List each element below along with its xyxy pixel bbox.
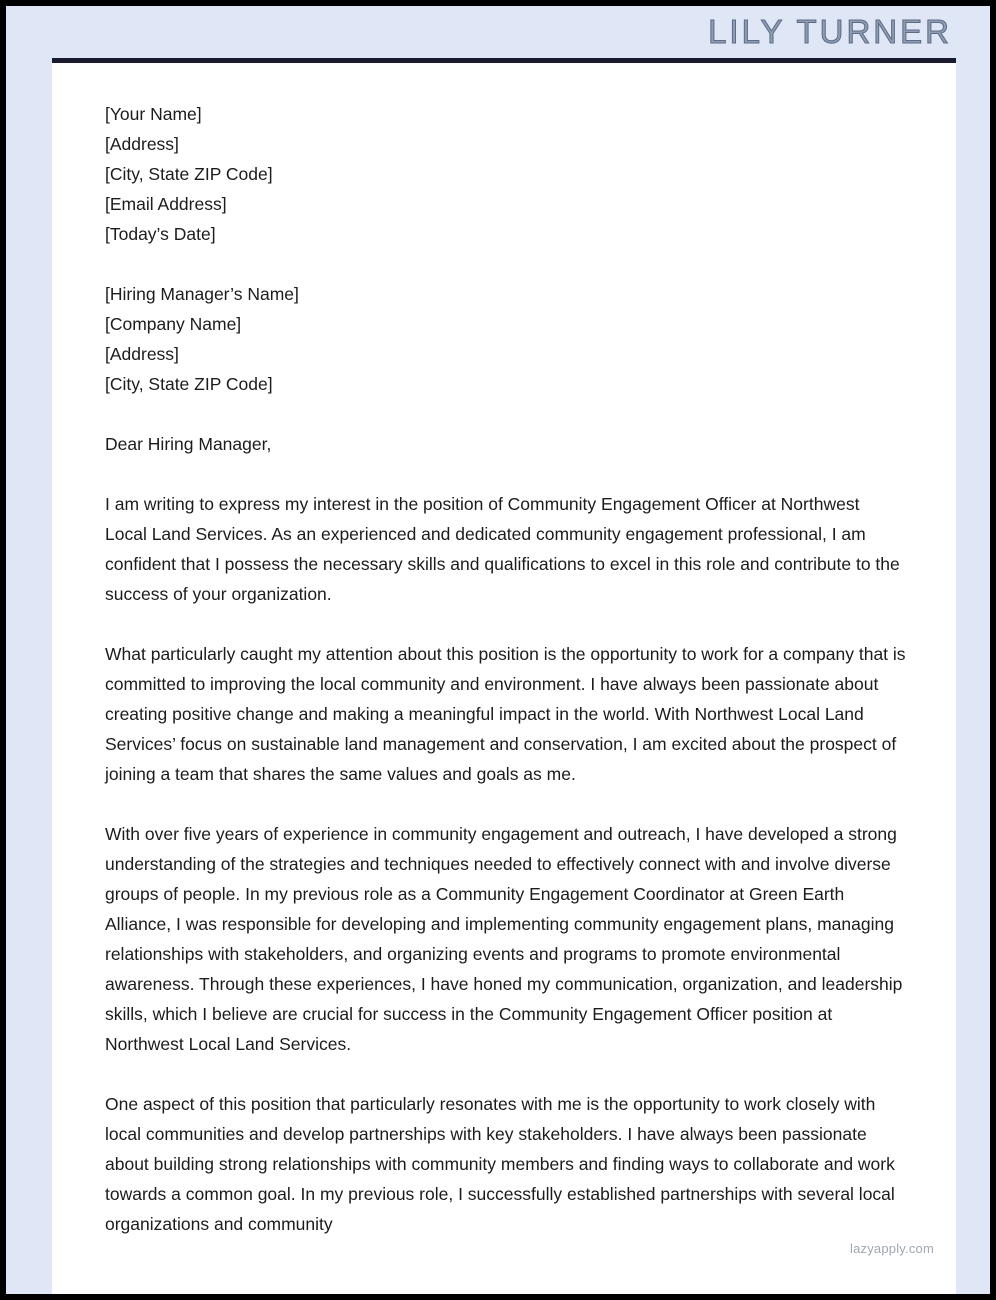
recipient-address-block xyxy=(105,279,906,399)
letter-paragraph: One aspect of this position that particularly resonates with me is the opportunity to work closely with local communities and develop partnerships with key stakeholders. I have always been passionate about building strong relationships with community members and finding ways to collaborate and work towards a common goal. In my previous role, I successfully established partnerships with several local organizations and community xyxy=(105,1094,895,1234)
letter-paragraph: With over five years of experience in community engagement and outreach, I have developed a strong understanding of the strategies and techniques needed to effectively connect with and involve diverse groups of people. In my previous role as a Community Engagement Coordinator at Green Earth Alliance, I was responsible for developing and implementing community engagement plans, managing relationships with stakeholders, and organizing events and programs to promote environmental awareness. Through these experiences, I have honed my communication, organization, and leadership skills, which I believe are crucial for success in the Community Engagement Officer position at Northwest Local Land Services. xyxy=(105,824,903,1054)
sender-line: [City, State ZIP Code] xyxy=(105,164,273,184)
letter-paragraph: What particularly caught my attention about this position is the opportunity to work for a company that is committed to improving the local community and environment. I have always been passionate about creating positive change and making a meaningful impact in the world. With Northwest Local Land Services’ focus on sustainable land management and conservation, I am excited about the prospect of joining a team that shares the same values and goals as me. xyxy=(105,644,906,784)
document-header xyxy=(6,6,996,58)
sender-line: [Today’s Date] xyxy=(105,224,216,244)
watermark: lazyapply.com xyxy=(849,1241,934,1256)
salutation: Dear Hiring Manager, xyxy=(105,434,272,454)
sender-address-block xyxy=(105,99,906,249)
candidate-name: LILY TURNER xyxy=(708,13,952,50)
sender-line: [Email Address] xyxy=(105,194,227,214)
letter-paragraph: I am writing to express my interest in the position of Community Engagement Officer at Northwest Local Land Services. As an experienced and dedicated community engagement professional, I am confident that I possess the necessary skills and qualifications to excel in this role and contribute to the success of your organization. xyxy=(105,494,900,604)
recipient-line: [City, State ZIP Code] xyxy=(105,374,273,394)
recipient-line: [Company Name] xyxy=(105,314,242,334)
recipient-line: [Address] xyxy=(105,344,179,364)
sender-line: [Address] xyxy=(105,134,179,154)
cover-letter-body xyxy=(52,58,956,1300)
sender-line: [Your Name] xyxy=(105,104,202,124)
recipient-line: [Hiring Manager’s Name] xyxy=(105,284,299,304)
